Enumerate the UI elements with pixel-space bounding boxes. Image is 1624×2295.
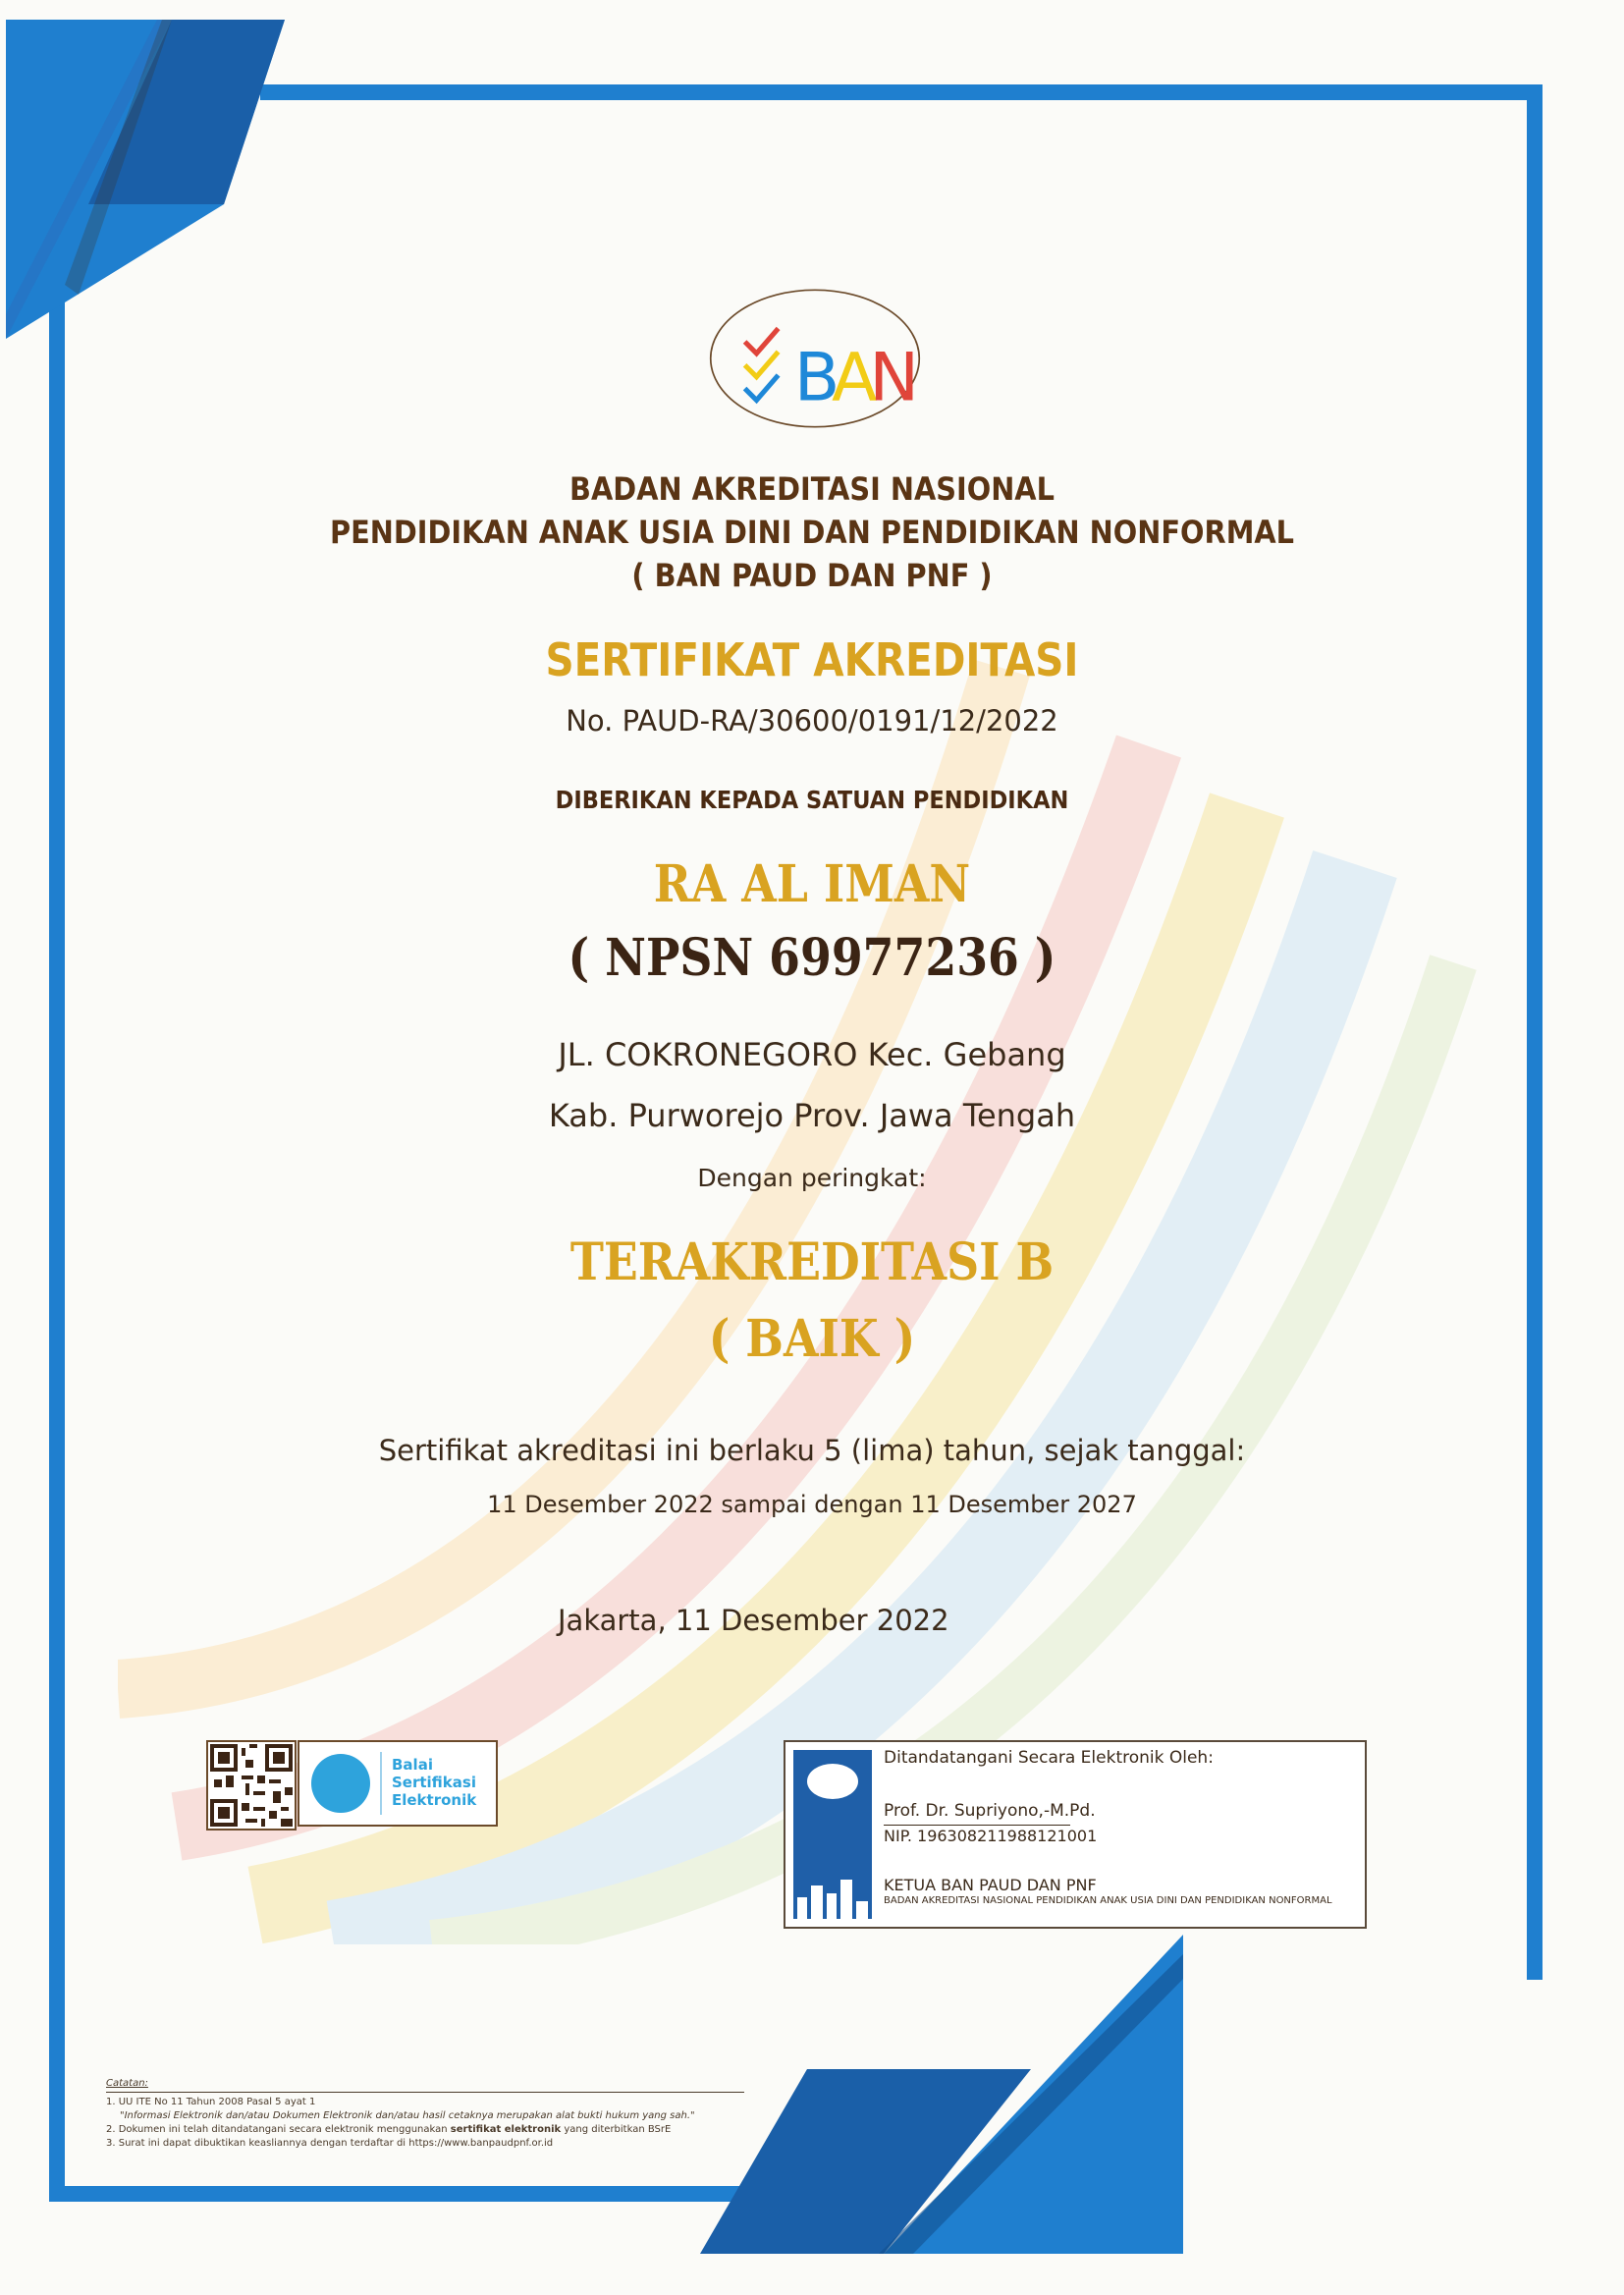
org-line-3: ( BAN PAUD DAN PNF ) bbox=[631, 557, 993, 594]
bsre-logo-icon bbox=[311, 1754, 370, 1813]
note-item-2-text: 2. Dokumen ini telah ditandatangani secara elektronik menggunakan bbox=[106, 2124, 451, 2135]
qr-code-icon[interactable] bbox=[206, 1740, 297, 1831]
ban-paud-logo bbox=[687, 275, 943, 442]
validity-statement: Sertifikat akreditasi ini berlaku 5 (lima) tahun, sejak tanggal: bbox=[378, 1434, 1246, 1467]
accreditation-rating: TERAKREDITASI B bbox=[569, 1232, 1055, 1292]
note-item-3: 3. Surat ini dapat dibuktikan keasliannya dengan terdaftar di https://www.banpaudpnf.or.id bbox=[106, 2138, 554, 2149]
rating-label: Dengan peringkat: bbox=[697, 1164, 927, 1192]
notes-title: Catatan: bbox=[106, 2077, 744, 2093]
org-line-1: BADAN AKREDITASI NASIONAL bbox=[569, 470, 1055, 508]
certificate-number: No. PAUD-RA/30600/0191/12/2022 bbox=[566, 704, 1058, 738]
bsre-label-line-1: Balai bbox=[392, 1756, 433, 1774]
given-to-label: DIBERIKAN KEPADA SATUAN PENDIDIKAN bbox=[555, 786, 1069, 814]
org-name-header bbox=[0, 467, 1624, 597]
validity-period: 11 Desember 2022 sampai dengan 11 Desember 2027 bbox=[487, 1491, 1137, 1518]
signer-underline bbox=[884, 1825, 1070, 1826]
address-line-2: Kab. Purworejo Prov. Jawa Tengah bbox=[548, 1097, 1076, 1134]
accreditation-rating-desc: ( BAIK ) bbox=[708, 1309, 916, 1369]
note-item-1-quote: "Informasi Elektronik dan/atau Dokumen Elektronik dan/atau hasil cetaknya merupakan alat bukti hukum yang sah." bbox=[120, 2110, 695, 2121]
signature-side-panel bbox=[793, 1750, 872, 1919]
svg-text:A: A bbox=[832, 339, 878, 417]
signer-nip: NIP. 196308211988121001 bbox=[884, 1827, 1098, 1845]
bsre-label-line-2: Sertifikasi bbox=[392, 1774, 476, 1791]
note-item-2-tail: yang diterbitkan BSrE bbox=[561, 2124, 672, 2135]
notes-section bbox=[106, 2077, 744, 2151]
signer-role: KETUA BAN PAUD DAN PNF bbox=[884, 1876, 1097, 1894]
frame-bottom-border bbox=[49, 2186, 756, 2202]
note-item-2-bold: sertifikat elektronik bbox=[450, 2124, 562, 2135]
address-line-1: JL. COKRONEGORO Kec. Gebang bbox=[558, 1036, 1066, 1073]
svg-text:B: B bbox=[793, 339, 840, 417]
bsre-label bbox=[392, 1756, 476, 1809]
building-skyline-icon bbox=[793, 1876, 872, 1919]
org-line-2: PENDIDIKAN ANAK USIA DINI DAN PENDIDIKAN NONFORMAL bbox=[329, 514, 1295, 551]
place-and-date: Jakarta, 11 Desember 2022 bbox=[558, 1604, 949, 1637]
bsre-separator bbox=[380, 1752, 382, 1815]
signer-name: Prof. Dr. Supriyono,-M.Pd. bbox=[884, 1801, 1096, 1821]
bsre-badge bbox=[298, 1740, 498, 1827]
signature-heading: Ditandatangani Secara Elektronik Oleh: bbox=[884, 1748, 1214, 1768]
svg-text:N: N bbox=[869, 339, 920, 417]
school-npsn: ( NPSN 69977236 ) bbox=[568, 928, 1056, 988]
corner-decoration-top-left bbox=[0, 0, 589, 354]
signer-organization: BADAN AKREDITASI NASIONAL PENDIDIKAN ANAK USIA DINI DAN PENDIDIKAN NONFORMAL bbox=[884, 1895, 1332, 1906]
certificate-title: SERTIFIKAT AKREDITASI bbox=[545, 633, 1079, 686]
note-item-1: 1. UU ITE No 11 Tahun 2008 Pasal 5 ayat 1 bbox=[106, 2097, 316, 2107]
ban-mini-logo-icon bbox=[807, 1764, 858, 1799]
note-item-2 bbox=[106, 2123, 744, 2137]
school-name: RA AL IMAN bbox=[653, 854, 971, 914]
corner-decoration-bottom-right bbox=[687, 1935, 1624, 2295]
electronic-signature-box bbox=[784, 1740, 1367, 1929]
bsre-label-line-3: Elektronik bbox=[392, 1791, 477, 1809]
